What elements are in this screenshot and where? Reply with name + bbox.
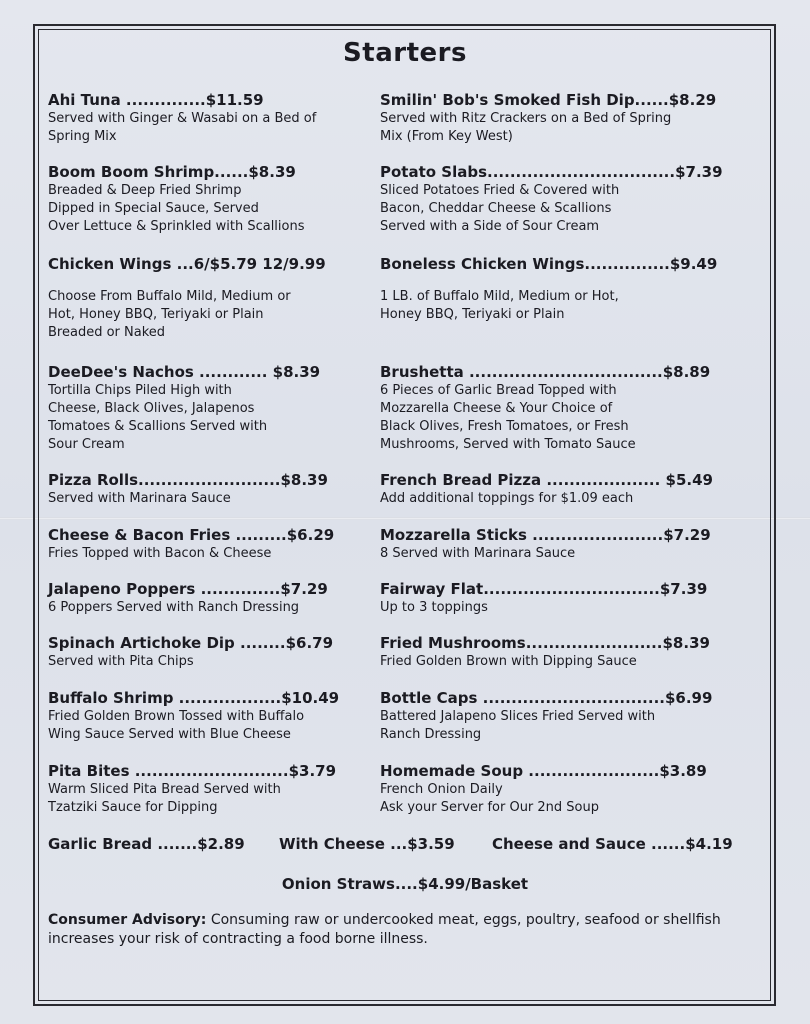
advisory-label: Consumer Advisory: (48, 912, 207, 928)
menu-item-description (380, 382, 700, 454)
description-line: Mix (From Key West) (380, 129, 513, 144)
description-line: Honey BBQ, Teriyaki or Plain (380, 307, 565, 322)
menu-item-name-price: Boneless Chicken Wings...............$9.49 (380, 255, 718, 273)
menu-item-name-price: DeeDee's Nachos ............ $8.39 (48, 363, 321, 381)
menu-item-name-price: Pita Bites ...........................$3.79 (48, 762, 337, 780)
description-line: Wing Sauce Served with Blue Cheese (48, 727, 291, 742)
description-line: Dipped in Special Sauce, Served (48, 201, 259, 216)
menu-item-description (48, 545, 368, 563)
onion-straws-price: Onion Straws....$4.99/Basket (281, 875, 529, 893)
with-cheese-price: With Cheese ...$3.59 (279, 835, 455, 853)
menu-item-name-price: French Bread Pizza .................... $5.49 (380, 471, 713, 489)
menu-item (380, 363, 711, 454)
menu-item-name-price: Buffalo Shrimp ..................$10.49 (48, 689, 340, 707)
description-line: Fries Topped with Bacon & Cheese (48, 546, 272, 561)
description-line: Fried Golden Brown Tossed with Buffalo (48, 709, 305, 724)
description-line: Mushrooms, Served with Tomato Sauce (380, 437, 636, 452)
menu-item-name-price: Bottle Caps ................................$6.99 (380, 689, 713, 707)
description-line: Served with Ritz Crackers on a Bed of Spring (380, 111, 672, 126)
description-line: Ask your Server for Our 2nd Soup (380, 800, 600, 815)
menu-item-description (48, 288, 368, 342)
description-line: 1 LB. of Buffalo Mild, Medium or Hot, (380, 289, 619, 304)
menu-item (48, 363, 368, 454)
menu-item-description (48, 490, 368, 508)
menu-item (48, 255, 368, 342)
menu-item-description (48, 653, 368, 671)
menu-item-name-price: Fried Mushrooms........................$8.39 (380, 634, 710, 652)
menu-item (380, 580, 708, 617)
description-line: Sliced Potatoes Fried & Covered with (380, 183, 620, 198)
menu-item-name-price: Spinach Artichoke Dip ........$6.79 (48, 634, 334, 652)
description-line: Add additional toppings for $1.09 each (380, 491, 634, 506)
menu-item-description (380, 781, 700, 817)
advisory-text: Consuming raw or undercooked meat, eggs, poultry, seafood or shellfish increases your risk of contracting a food borne illness. (48, 912, 721, 947)
description-line: Tzatziki Sauce for Dipping (48, 800, 218, 815)
menu-item-description (380, 708, 700, 744)
description-line: Served with a Side of Sour Cream (380, 219, 600, 234)
menu-item-name-price: Smilin' Bob's Smoked Fish Dip......$8.29 (380, 91, 717, 109)
menu-item-name-price: Ahi Tuna ..............$11.59 (48, 91, 264, 109)
menu-item-name-price: Homemade Soup .......................$3.89 (380, 762, 707, 780)
menu-item-description (380, 599, 700, 617)
menu-item-description (380, 110, 700, 146)
menu-item-name-price: Jalapeno Poppers ..............$7.29 (48, 580, 328, 598)
menu-item-description (380, 653, 700, 671)
cheese-and-sauce-price: Cheese and Sauce ......$4.19 (492, 835, 733, 853)
menu-item-description (48, 182, 368, 236)
menu-item (48, 634, 368, 671)
menu-item-description (380, 490, 700, 508)
menu-item (48, 471, 368, 508)
description-line: Tortilla Chips Piled High with (48, 383, 232, 398)
menu-item-name-price: Pizza Rolls.........................$8.39 (48, 471, 328, 489)
description-line: Hot, Honey BBQ, Teriyaki or Plain (48, 307, 264, 322)
menu-item-description (48, 599, 368, 617)
description-line: Sour Cream (48, 437, 125, 452)
menu-item (48, 91, 368, 146)
description-line: Up to 3 toppings (380, 600, 488, 615)
menu-item-description (380, 288, 700, 324)
description-line: Spring Mix (48, 129, 117, 144)
description-line: Served with Ginger & Wasabi on a Bed of (48, 111, 317, 126)
description-line: 8 Served with Marinara Sauce (380, 546, 576, 561)
description-line: Bacon, Cheddar Cheese & Scallions (380, 201, 612, 216)
description-line: 6 Pieces of Garlic Bread Topped with (380, 383, 617, 398)
description-line: Ranch Dressing (380, 727, 482, 742)
description-line: Breaded or Naked (48, 325, 166, 340)
menu-item (48, 526, 368, 563)
menu-item (380, 634, 710, 671)
menu-item-description (48, 382, 368, 454)
description-line: Fried Golden Brown with Dipping Sauce (380, 654, 637, 669)
menu-item (48, 580, 368, 617)
menu-item-name-price: Cheese & Bacon Fries .........$6.29 (48, 526, 335, 544)
menu-item (380, 163, 723, 236)
description-line: Served with Pita Chips (48, 654, 194, 669)
menu-item (380, 526, 711, 563)
menu-item (48, 163, 368, 236)
description-line: Black Olives, Fresh Tomatoes, or Fresh (380, 419, 629, 434)
menu-item (380, 255, 718, 324)
menu-item-name-price: Brushetta ..................................$8.89 (380, 363, 711, 381)
description-line: Mozzarella Cheese & Your Choice of (380, 401, 613, 416)
description-line: Breaded & Deep Fried Shrimp (48, 183, 242, 198)
menu-item-name-price: Fairway Flat...............................$7.39 (380, 580, 708, 598)
description-line: Over Lettuce & Sprinkled with Scallions (48, 219, 305, 234)
description-line: Warm Sliced Pita Bread Served with (48, 782, 281, 797)
menu-item-description (48, 110, 368, 146)
menu-item (48, 762, 368, 817)
consumer-advisory (48, 911, 758, 949)
menu-item-name-price: Mozzarella Sticks .......................$7.29 (380, 526, 711, 544)
description-line: Served with Marinara Sauce (48, 491, 231, 506)
menu-item (380, 689, 713, 744)
description-line: 6 Poppers Served with Ranch Dressing (48, 600, 300, 615)
menu-item (380, 91, 717, 146)
menu-item (48, 689, 368, 744)
garlic-bread-price: Garlic Bread .......$2.89 (48, 835, 245, 853)
description-line: Battered Jalapeno Slices Fried Served with (380, 709, 656, 724)
menu-item-description (380, 545, 700, 563)
menu-item-description (48, 708, 368, 744)
menu-item-name-price: Potato Slabs.................................$7.39 (380, 163, 723, 181)
description-line: Tomatoes & Scallions Served with (48, 419, 268, 434)
menu-item (380, 762, 707, 817)
description-line: Cheese, Black Olives, Jalapenos (48, 401, 255, 416)
menu-item-name-price: Chicken Wings ...6/$5.79 12/9.99 (48, 255, 326, 273)
menu-item-name-price: Boom Boom Shrimp......$8.39 (48, 163, 296, 181)
menu-item-description (380, 182, 700, 236)
menu-item-description (48, 781, 368, 817)
description-line: Choose From Buffalo Mild, Medium or (48, 289, 291, 304)
menu-title: Starters (343, 38, 467, 68)
menu-item (380, 471, 713, 508)
description-line: French Onion Daily (380, 782, 503, 797)
